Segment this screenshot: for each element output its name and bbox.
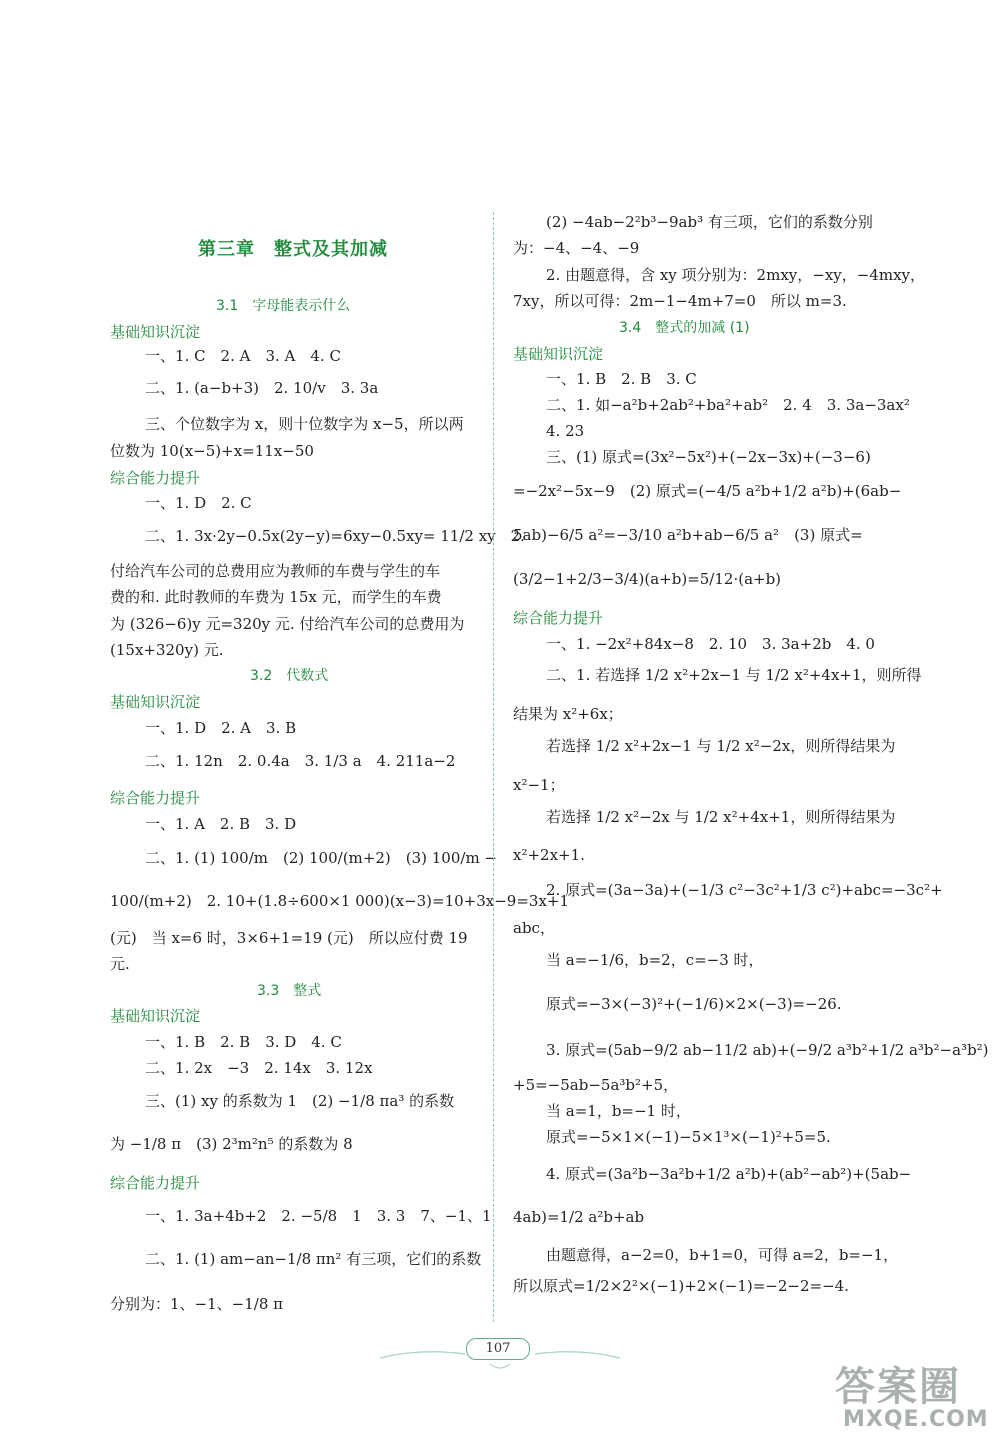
answer-line: 所以原式=1/2×2²×(−1)+2×(−1)=−2−2=−4. xyxy=(513,1277,849,1295)
section-heading: 综合能力提升 xyxy=(110,469,201,487)
answer-line: 7xy，所以可得：2m−1−4m+7=0 所以 m=3. xyxy=(513,292,847,310)
watermark-url: MXQE.COM xyxy=(843,1407,989,1432)
answer-line: (15x+320y) 元. xyxy=(110,641,224,659)
answer-line: 为 −1/8 π (3) 2³m²n⁵ 的系数为 8 xyxy=(110,1135,353,1153)
answer-line: 付给汽车公司的总费用应为教师的车费与学生的车 xyxy=(110,562,441,580)
answer-line: 一、1. D 2. C xyxy=(145,494,252,512)
answer-line: 4ab)=1/2 a²b+ab xyxy=(513,1208,645,1226)
section-heading: 综合能力提升 xyxy=(110,789,201,807)
answer-line: 二、1. (1) am−an−1/8 πn² 有三项，它们的系数 xyxy=(145,1250,482,1268)
answer-line: 二、1. 如−a²b+2ab²+ba²+ab² 2. 4 3. 3a−3ax² xyxy=(546,396,910,414)
answer-line: 2. 由题意得，含 xy 项分别为：2mxy，−xy，−4mxy， xyxy=(546,266,926,284)
answer-line: abc， xyxy=(513,919,555,937)
answer-line: 若选择 1/2 x²−2x 与 1/2 x²+4x+1，则所得结果为 xyxy=(546,808,896,826)
answer-line: 元. xyxy=(110,955,130,973)
answer-line: 4. 23 xyxy=(546,422,585,440)
answer-line: +5=−5ab−5a³b²+5， xyxy=(513,1076,679,1094)
answer-line: 三、个位数字为 x，则十位数字为 x−5，所以两 xyxy=(145,415,464,433)
answer-line: 5ab)−6/5 a²=−3/10 a²b+ab−6/5 a² (3) 原式= xyxy=(513,526,863,544)
answer-line: 分别为：1、−1、−1/8 π xyxy=(110,1295,283,1313)
answer-line: x²+2x+1. xyxy=(513,846,585,864)
watermark xyxy=(835,1355,989,1432)
answer-line: (3/2−1+2/3−3/4)(a+b)=5/12·(a+b) xyxy=(513,570,782,588)
page-number-label: 107 xyxy=(466,1338,530,1360)
answer-line: 二、1. 12n 2. 0.4a 3. 1/3 a 4. 211a−2 xyxy=(145,752,456,770)
answer-line: (元) 当 x=6 时，3×6+1=19 (元) 所以应付费 19 xyxy=(110,929,468,947)
answer-line: 二、1. 若选择 1/2 x²+2x−1 与 1/2 x²+4x+1，则所得 xyxy=(546,666,922,684)
answer-line: 4. 原式=(3a²b−3a²b+1/2 a²b)+(ab²−ab²)+(5ab− xyxy=(546,1165,912,1183)
answer-line: x²−1； xyxy=(513,776,565,794)
answer-line: 一、1. D 2. A 3. B xyxy=(145,719,297,737)
watermark-logo-text: 答案圈 xyxy=(835,1364,961,1410)
answer-line: 一、1. B 2. B 3. C xyxy=(546,370,697,388)
answer-line: 结果为 x²+6x； xyxy=(513,705,623,723)
answer-line: 当 a=−1/6，b=2，c=−3 时， xyxy=(546,951,764,969)
section-heading: 基础知识沉淀 xyxy=(110,1007,201,1025)
answer-line: 二、1. 2x −3 2. 14x 3. 12x xyxy=(145,1059,373,1077)
answer-line: 原式=−3×(−3)²+(−1/6)×2×(−3)=−26. xyxy=(546,995,842,1013)
answer-line: 位数为 10(x−5)+x=11x−50 xyxy=(110,442,314,460)
answer-line: 三、(1) 原式=(3x²−5x²)+(−2x−3x)+(−3−6) xyxy=(546,448,871,466)
section-heading: 3.4 整式的加减 (1) xyxy=(619,320,750,336)
answer-line: 由题意得，a−2=0，b+1=0，可得 a=2，b=−1， xyxy=(546,1246,899,1264)
section-heading: 基础知识沉淀 xyxy=(110,693,201,711)
section-heading: 3.2 代数式 xyxy=(250,668,329,684)
section-heading: 综合能力提升 xyxy=(110,1174,201,1192)
answer-line: 三、(1) xy 的系数为 1 (2) −1/8 πa³ 的系数 xyxy=(145,1092,455,1110)
answer-line: 二、1. 3x·2y−0.5x(2y−y)=6xy−0.5xy= 11/2 xy 2. xyxy=(145,527,525,545)
answer-line: 为 (326−6)y 元=320y 元. 付给汽车公司的总费用为 xyxy=(110,615,465,633)
answer-line: 一、1. B 2. B 3. D 4. C xyxy=(145,1033,342,1051)
footer-decoration xyxy=(370,1340,630,1370)
answer-line: 若选择 1/2 x²+2x−1 与 1/2 x²−2x，则所得结果为 xyxy=(546,737,896,755)
answer-line: 二、1. (a−b+3) 2. 10/v 3. 3a xyxy=(145,379,379,397)
answer-line: 2. 原式=(3a−3a)+(−1/3 c²−3c²+1/3 c²)+abc=−3c²+ xyxy=(546,881,943,899)
section-heading: 基础知识沉淀 xyxy=(513,345,604,363)
answer-line: 一、1. A 2. B 3. D xyxy=(145,815,297,833)
chapter-title: 第三章 整式及其加减 xyxy=(198,239,388,260)
answer-line: 当 a=1，b=−1 时， xyxy=(546,1102,691,1120)
answer-line: 费的和. 此时教师的车费为 15x 元，而学生的车费 xyxy=(110,588,442,606)
section-heading: 3.1 字母能表示什么 xyxy=(216,298,351,314)
answer-line: 一、1. −2x²+84x−8 2. 10 3. 3a+2b 4. 0 xyxy=(546,635,875,653)
answer-line: 二、1. (1) 100/m (2) 100/(m+2) (3) 100/m − xyxy=(145,849,498,867)
answer-line: 原式=−5×1×(−1)−5×1³×(−1)²+5=5. xyxy=(546,1128,831,1146)
answer-line: 一、1. 3a+4b+2 2. −5/8 1 3. 3 7、−1、1 xyxy=(145,1207,492,1225)
answer-line: 3. 原式=(5ab−9/2 ab−11/2 ab)+(−9/2 a³b²+1/2 a³b²−a³b²) xyxy=(546,1041,989,1059)
section-heading: 3.3 整式 xyxy=(257,983,322,999)
answer-line: 一、1. C 2. A 3. A 4. C xyxy=(145,347,341,365)
answer-line: =−2x²−5x−9 (2) 原式=(−4/5 a²b+1/2 a²b)+(6ab− xyxy=(513,482,902,500)
section-heading: 基础知识沉淀 xyxy=(110,323,201,341)
answer-line: 为：−4、−4、−9 xyxy=(513,239,640,257)
column-divider xyxy=(493,212,494,1322)
answer-line: 100/(m+2) 2. 10+(1.8÷600×1 000)(x−3)=10+3x−9=3x+1 xyxy=(110,892,570,910)
answer-line: (2) −4ab−2²b³−9ab³ 有三项，它们的系数分别 xyxy=(546,213,873,231)
section-heading: 综合能力提升 xyxy=(513,609,604,627)
